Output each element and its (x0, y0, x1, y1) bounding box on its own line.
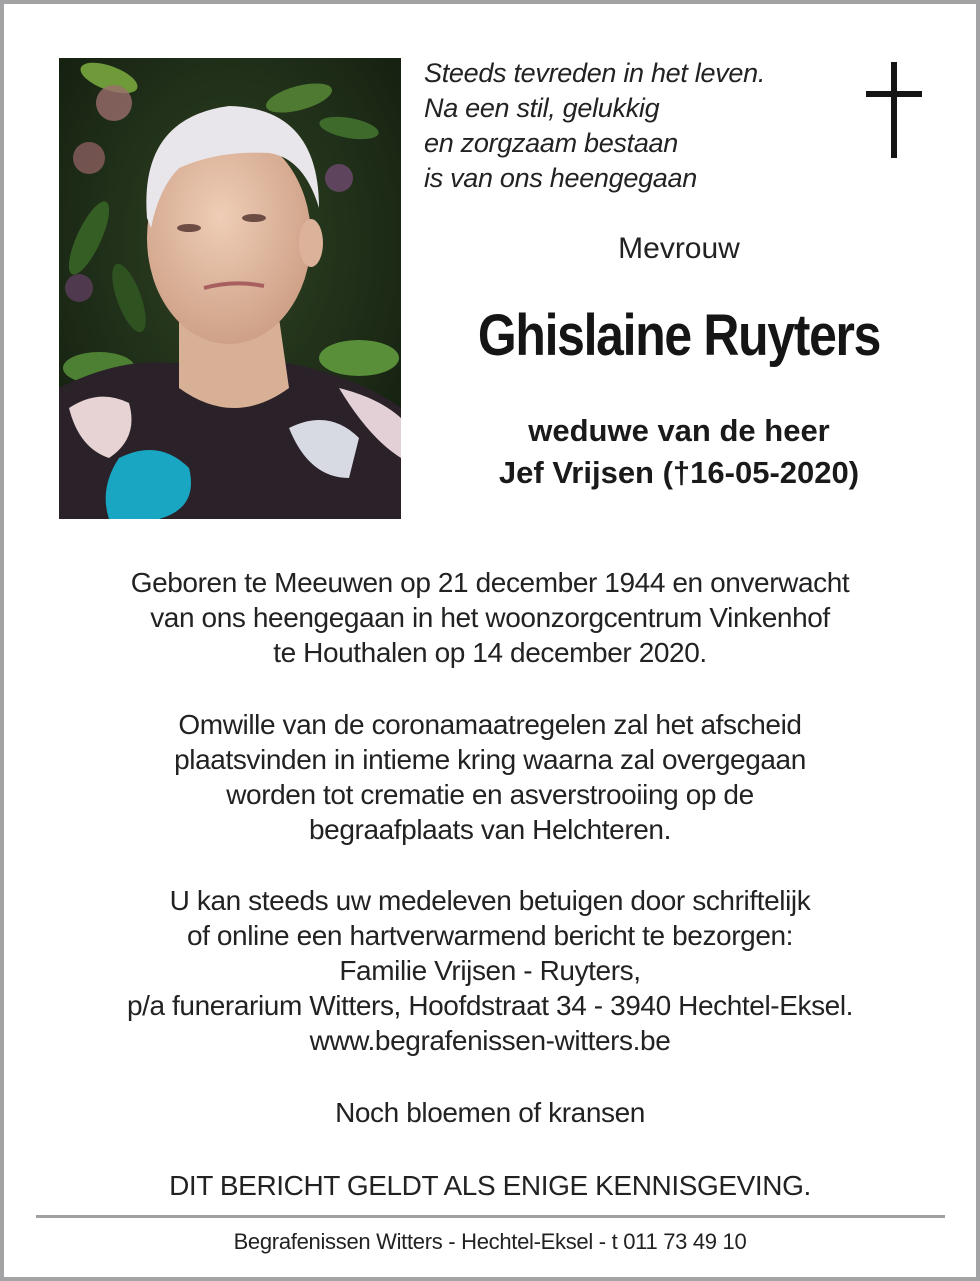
poem-line: is van ons heengegaan (424, 163, 697, 193)
birth-death-paragraph (4, 565, 976, 670)
footer-divider (36, 1215, 945, 1218)
text-line: plaatsvinden in intieme kring waarna zal overgegaan (174, 744, 806, 775)
portrait-photo (59, 58, 401, 519)
website-link[interactable]: www.begrafenissen-witters.be (309, 1025, 671, 1056)
spouse-line: Jef Vrijsen (†16-05-2020) (498, 455, 860, 490)
text-line: Omwille van de coronamaatregelen zal het afscheid (178, 709, 802, 740)
portrait-illustration (59, 58, 401, 519)
poem-line: Steeds tevreden in het leven. (424, 58, 766, 88)
text-line: Noch bloemen of kransen (335, 1097, 645, 1128)
text-line: van ons heengegaan in het woonzorgcentrum Vinkenhof (150, 602, 830, 633)
farewell-paragraph (4, 707, 976, 847)
address-line: p/a funerarium Witters, Hoofdstraat 34 - 3940 Hechtel-Eksel. (126, 990, 854, 1021)
honorific: Mevrouw (618, 232, 740, 265)
official-notice-line (4, 1168, 976, 1203)
cross-horizontal-bar (866, 91, 922, 97)
obituary-card (4, 4, 976, 1277)
deceased-name: Ghislaine Ruyters (477, 303, 881, 368)
text-line: U kan steeds uw medeleven betuigen door schriftelijk (169, 885, 811, 916)
text-line: of online een hartverwarmend bericht te bezorgen: (186, 920, 794, 951)
text-line: te Houthalen op 14 december 2020. (273, 637, 707, 668)
text-line: begraafplaats van Helchteren. (309, 814, 671, 845)
cross-vertical-bar (891, 62, 897, 158)
funeral-home-footer: Begrafenissen Witters - Hechtel-Eksel - t 011 73 49 10 (233, 1229, 747, 1254)
spouse-info (424, 410, 934, 494)
spouse-line: weduwe van de heer (528, 413, 830, 448)
text-line: worden tot crematie en asverstrooiing op de (226, 779, 754, 810)
text-line: Familie Vrijsen - Ruyters, (339, 955, 641, 986)
cross-icon (866, 62, 922, 158)
poem-line: Na een stil, gelukkig (424, 93, 660, 123)
condolence-paragraph (4, 883, 976, 1058)
no-flowers-note (4, 1095, 976, 1130)
text-line: Geboren te Meeuwen op 21 december 1944 en onverwacht (130, 567, 850, 598)
poem-line: en zorgzaam bestaan (424, 128, 678, 158)
memorial-poem (424, 56, 864, 196)
text-line: DIT BERICHT GELDT ALS ENIGE KENNISGEVING. (169, 1170, 811, 1201)
